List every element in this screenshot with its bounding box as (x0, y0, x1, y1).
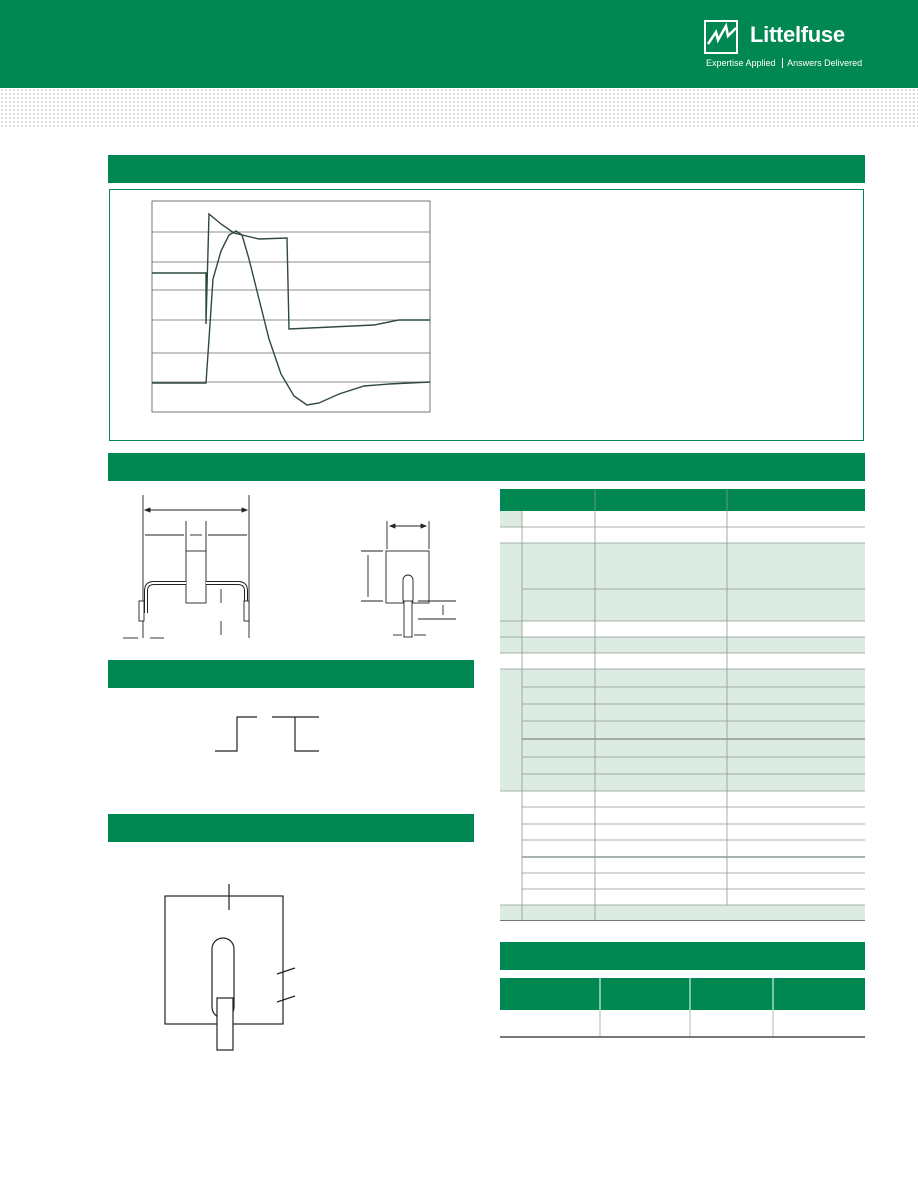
specification-table (500, 489, 865, 921)
section-bar-marking (108, 814, 474, 842)
dimension-drawing (108, 483, 468, 648)
section-bar-packaging (500, 942, 865, 970)
waveform-chart (109, 189, 864, 441)
littelfuse-logo-icon (704, 20, 744, 54)
section-bar-waveform (108, 155, 865, 183)
brand-tagline (706, 58, 862, 68)
brand-logo (704, 20, 864, 72)
section-bar-schematic (108, 660, 474, 688)
section-bar-dimensions (108, 453, 865, 481)
tagline-left: Expertise Applied (706, 58, 776, 68)
packaging-table-grid (500, 978, 865, 1040)
marking-drawing (150, 878, 350, 1058)
waveform-figure-box (109, 189, 864, 441)
tagline-right: Answers Delivered (787, 58, 863, 68)
schematic-symbol (205, 705, 345, 765)
spec-table-grid (500, 489, 865, 921)
brand-name: Littelfuse (750, 22, 845, 47)
header-dot-pattern (0, 88, 918, 128)
packaging-table (500, 978, 865, 1040)
